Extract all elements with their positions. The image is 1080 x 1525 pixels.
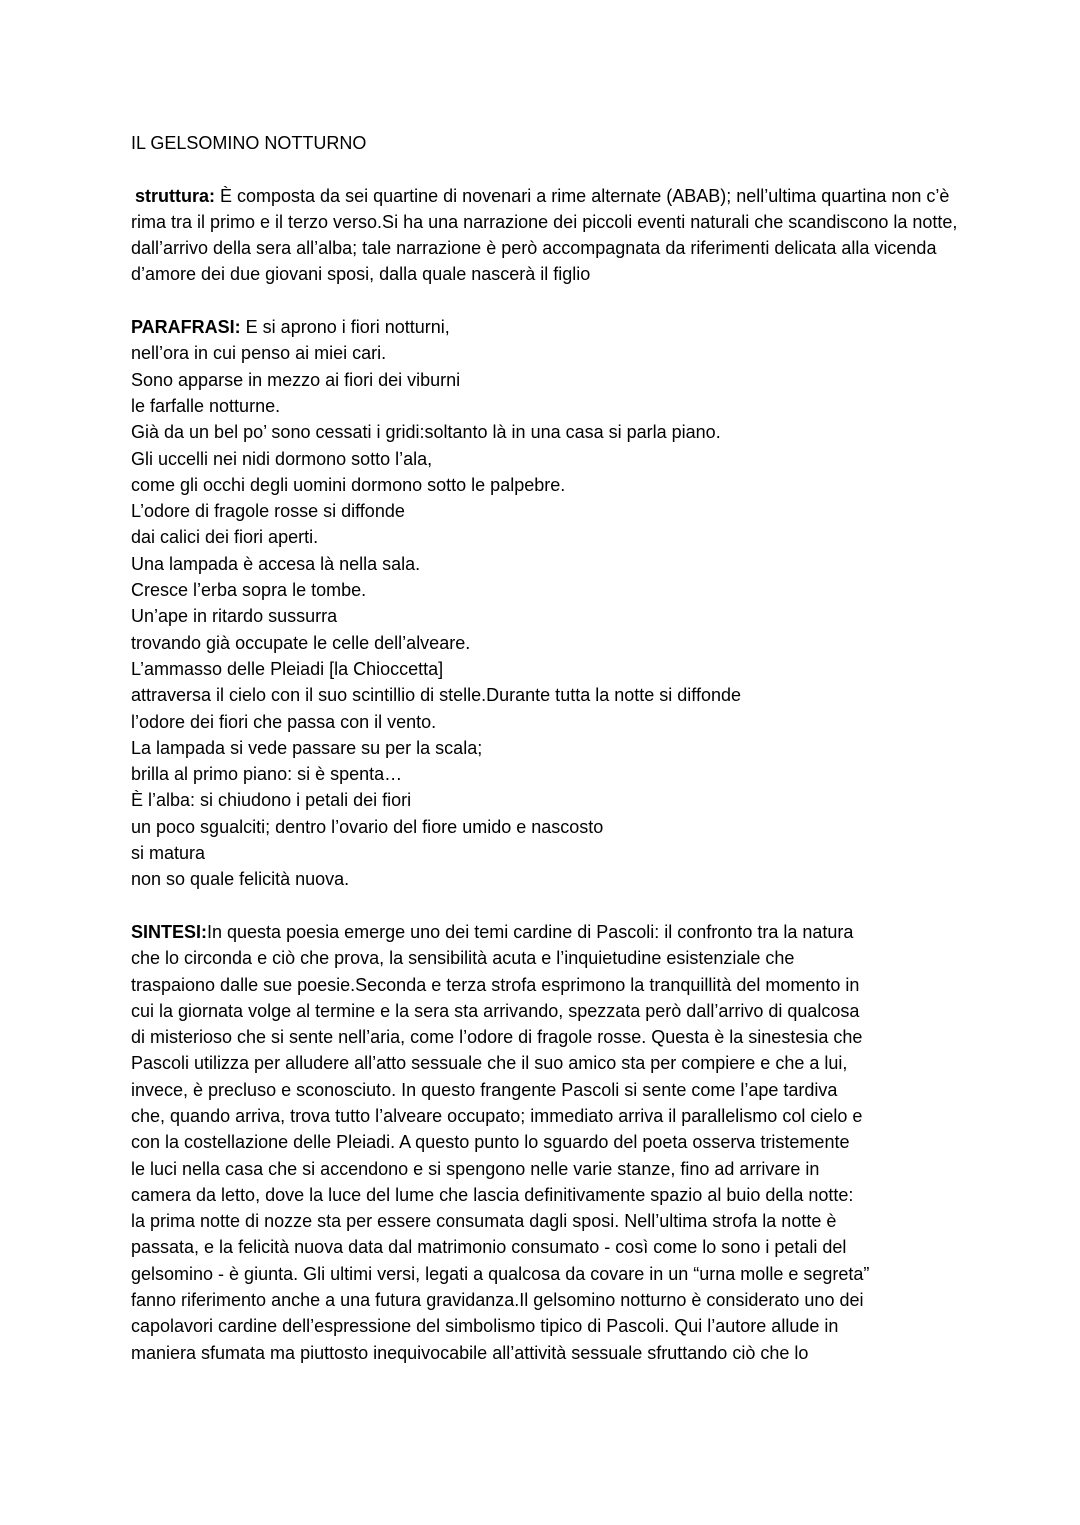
sintesi-line: passata, e la felicità nuova data dal matrimonio consumato - così come lo sono i petali del	[131, 1237, 847, 1258]
parafrasi-line: L’odore di fragole rosse si diffonde	[131, 501, 405, 522]
document-page	[131, 130, 961, 1366]
sintesi-label: SINTESI:	[131, 921, 208, 942]
struttura-text: È composta da sei quartine di novenari a rime alternate (ABAB); nell’ultima quartina non c’è rima tra il primo e il terzo verso.Si ha una narrazione dei piccoli eventi naturali che scandiscono la notte, dall’arrivo della sera all’alba; tale narrazione è però accompagnata da riferimenti delicata alla vicenda d’amore dei due giovani sposi, dalla quale nascerà il figlio	[131, 185, 958, 285]
parafrasi-line: Un’ape in ritardo sussurra	[131, 606, 338, 627]
sintesi-line: camera da letto, dove la luce del lume che lascia definitivamente spazio al buio della notte:	[131, 1184, 854, 1205]
parafrasi-line: Sono apparse in mezzo ai fiori dei viburni	[131, 369, 461, 390]
parafrasi-line: Cresce l’erba sopra le tombe.	[131, 580, 367, 601]
sintesi-line: che lo circonda e ciò che prova, la sensibilità acuta e l’inquietudine esistenziale che	[131, 948, 795, 969]
sintesi-line: In questa poesia emerge uno dei temi cardine di Pascoli: il confronto tra la natura	[207, 921, 854, 942]
parafrasi-line: non so quale felicità nuova.	[131, 869, 350, 890]
parafrasi-first-line	[131, 314, 961, 340]
parafrasi-line: È l’alba: si chiudono i petali dei fiori	[131, 790, 412, 811]
sintesi-line: maniera sfumata ma piuttosto inequivocabile all’attività sessuale sfruttando ciò che lo	[131, 1342, 809, 1363]
sintesi-line: invece, è precluso e sconosciuto. In questo frangente Pascoli si sente come l’ape tardiva	[131, 1079, 838, 1100]
parafrasi-first-line-text: E si aprono i fiori notturni,	[240, 317, 450, 338]
parafrasi-line: La lampada si vede passare su per la scala;	[131, 737, 483, 758]
parafrasi-line: trovando già occupate le celle dell’alveare.	[131, 632, 471, 653]
parafrasi-line: come gli occhi degli uomini dormono sotto le palpebre.	[131, 474, 566, 495]
sintesi-line: capolavori cardine dell’espressione del simbolismo tipico di Pascoli. Qui l’autore allude in	[131, 1316, 839, 1337]
sintesi-line: traspaiono dalle sue poesie.Seconda e terza strofa esprimono la tranquillità del momento in	[131, 974, 860, 995]
spacer	[131, 893, 961, 919]
parafrasi-line: Una lampada è accesa là nella sala.	[131, 553, 421, 574]
sintesi-first-line	[131, 919, 961, 945]
sintesi-line: di misterioso che si sente nell’aria, come l’odore di fragole rosse. Questa è la sinestesia che	[131, 1027, 863, 1048]
parafrasi-line: dai calici dei fiori aperti.	[131, 527, 319, 548]
sintesi-section	[131, 919, 961, 1366]
sintesi-line: con la costellazione delle Pleiadi. A questo punto lo sguardo del poeta osserva tristemente	[131, 1132, 850, 1153]
struttura-label: struttura:	[135, 185, 215, 206]
parafrasi-line: nell’ora in cui penso ai miei cari.	[131, 343, 387, 364]
parafrasi-line: le farfalle notturne.	[131, 395, 281, 416]
parafrasi-label: PARAFRASI:	[131, 317, 241, 338]
parafrasi-section	[131, 314, 961, 893]
sintesi-line: fanno riferimento anche a una futura gravidanza.Il gelsomino notturno è considerato uno dei	[131, 1290, 864, 1311]
spacer	[131, 288, 961, 314]
sintesi-line: che, quando arriva, trova tutto l’alveare occupato; immediato arriva il parallelismo col cielo e	[131, 1105, 863, 1126]
sintesi-line: Pascoli utilizza per alludere all’atto sessuale che il suo amico sta per compiere e che a lui,	[131, 1053, 848, 1074]
document-title: IL GELSOMINO NOTTURNO	[131, 133, 367, 153]
spacer	[131, 156, 961, 182]
struttura-paragraph	[131, 183, 961, 288]
sintesi-line: le luci nella casa che si accendono e si spengono nelle varie stanze, fino ad arrivare in	[131, 1158, 820, 1179]
parafrasi-line: Già da un bel po’ sono cessati i gridi:soltanto là in una casa si parla piano.	[131, 422, 721, 443]
parafrasi-line: si matura	[131, 843, 206, 864]
parafrasi-line: L’ammasso delle Pleiadi [la Chioccetta]	[131, 658, 444, 679]
sintesi-line: cui la giornata volge al termine e la sera sta arrivando, spezzata però dall’arrivo di qualcosa	[131, 1000, 860, 1021]
parafrasi-line: Gli uccelli nei nidi dormono sotto l’ala,	[131, 448, 433, 469]
sintesi-line: gelsomino - è giunta. Gli ultimi versi, legati a qualcosa da covare in un “urna molle e segreta”	[131, 1263, 870, 1284]
parafrasi-line: un poco sgualciti; dentro l’ovario del fiore umido e nascosto	[131, 816, 604, 837]
sintesi-line: la prima notte di nozze sta per essere consumata dagli sposi. Nell’ultima strofa la notte è	[131, 1211, 837, 1232]
parafrasi-line: l’odore dei fiori che passa con il vento.	[131, 711, 437, 732]
parafrasi-line: brilla al primo piano: si è spenta…	[131, 764, 403, 785]
parafrasi-line: attraversa il cielo con il suo scintillio di stelle.Durante tutta la notte si diffonde	[131, 685, 741, 706]
